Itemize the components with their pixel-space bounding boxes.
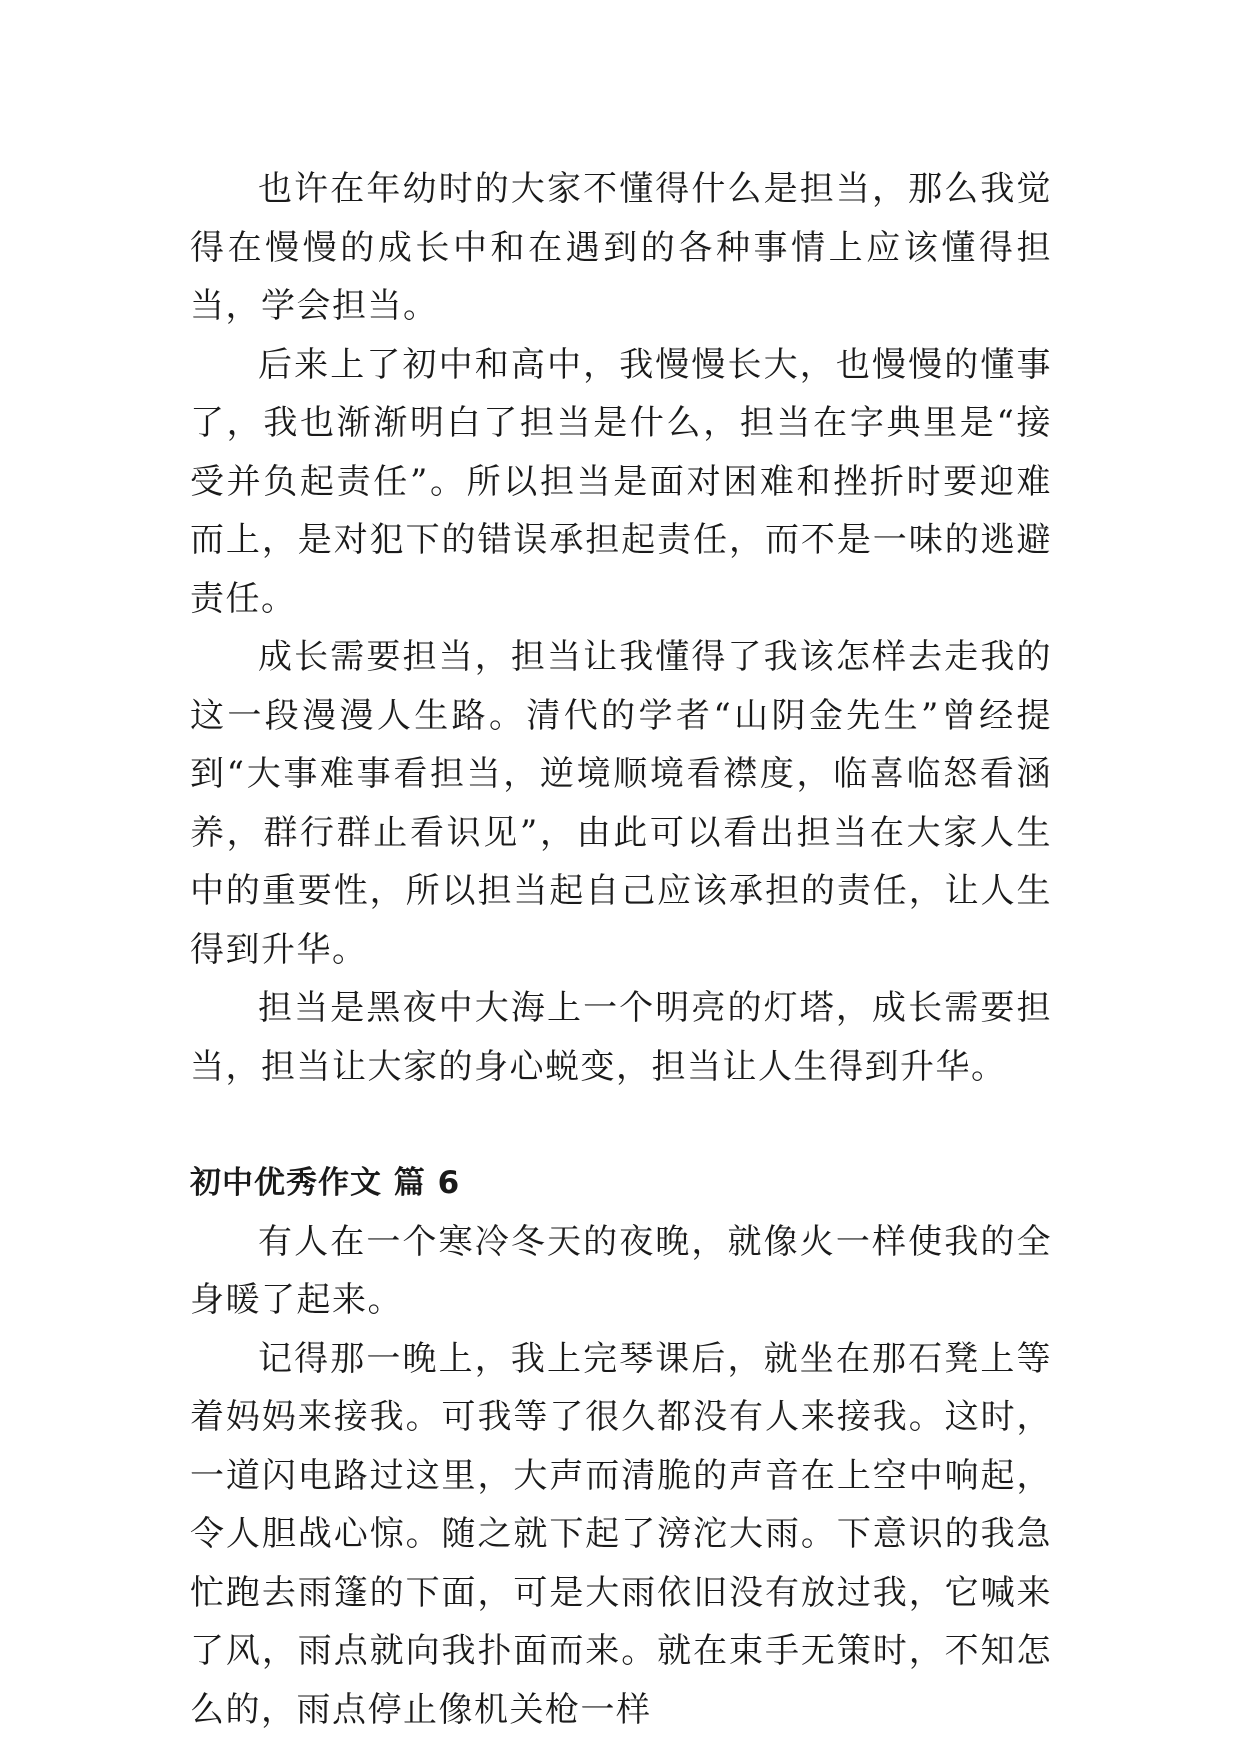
document-body [190, 160, 1052, 1739]
paragraph: 成长需要担当，担当让我懂得了我该怎样去走我的这一段漫漫人生路。清代的学者“山阴金先生”曾经提到“大事难事看担当，逆境顺境看襟度，临喜临怒看涵养，群行群止看识见”，由此可以看出担当在大家人生中的重要性，所以担当起自己应该承担的责任，让人生得到升华。 [190, 637, 1052, 970]
paragraph: 记得那一晚上，我上完琴课后，就坐在那石凳上等着妈妈来接我。可我等了很久都没有人来接我。这时，一道闪电路过这里，大声而清脆的声音在上空中响起，令人胆战心惊。随之就下起了滂沱大雨。下意识的我急忙跑去雨篷的下面，可是大雨依旧没有放过我，它喊来了风，雨点就向我扑面而来。就在束手无策时，不知怎么的，雨点停止像机关枪一样 [190, 1338, 1052, 1730]
paragraph: 也许在年幼时的大家不懂得什么是担当，那么我觉得在慢慢的成长中和在遇到的各种事情上应该懂得担当，学会担当。 [190, 169, 1052, 326]
paragraph: 后来上了初中和高中，我慢慢长大，也慢慢的懂事了，我也渐渐明白了担当是什么，担当在字典里是“接受并负起责任”。所以担当是面对困难和挫折时要迎难而上，是对犯下的错误承担起责任，而不是一味的逃避责任。 [190, 344, 1052, 619]
section-title: 初中优秀作文 篇 6 [190, 1165, 461, 1201]
paragraph: 担当是黑夜中大海上一个明亮的灯塔，成长需要担当，担当让大家的身心蜕变，担当让人生得到升华。 [190, 988, 1052, 1087]
paragraph: 有人在一个寒冷冬天的夜晚，就像火一样使我的全身暖了起来。 [190, 1221, 1052, 1320]
